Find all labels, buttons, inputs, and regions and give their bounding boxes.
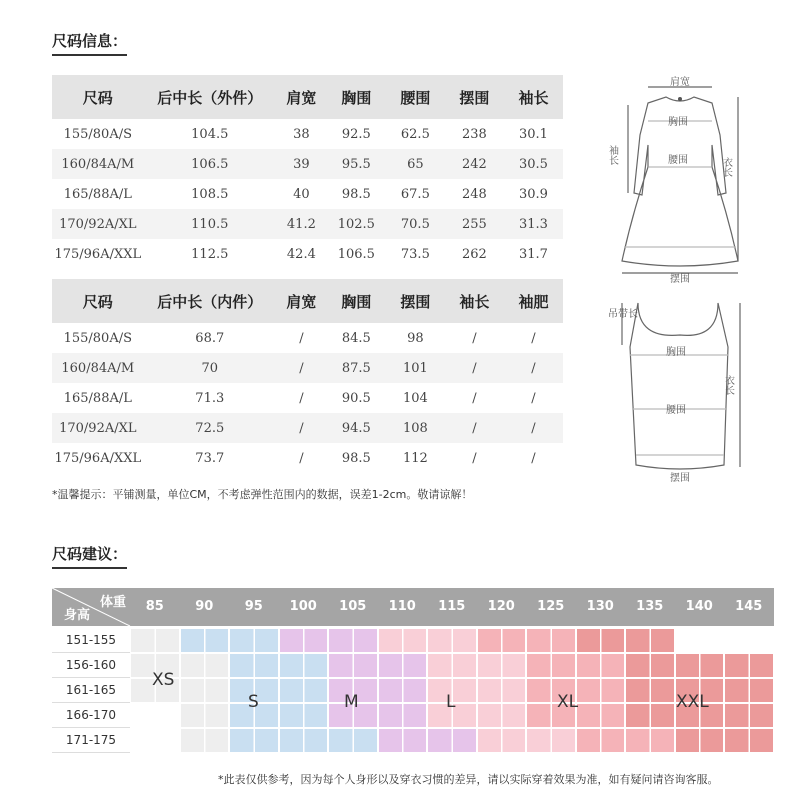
grid-cell-m [378,653,428,678]
table-cell: 41.2 [276,209,327,239]
grid-cell-empty [675,628,725,653]
grid-cell-empty [130,703,180,728]
corner-height-label: 身高 [64,608,91,623]
inner-header-4: 摆围 [386,279,445,323]
grid-cell-m [427,728,477,753]
size-recommend-grid [52,588,774,763]
table-row [52,443,563,473]
inner-header-5: 袖长 [445,279,504,323]
grid-cell-m [378,703,428,728]
outer-header-5: 摆围 [445,75,504,119]
size-zone-label-l: L [446,692,456,712]
grid-cell-l [477,678,527,703]
table-cell: 70.5 [386,209,445,239]
weight-header-135: 135 [636,599,664,614]
grid-cell-xs [180,703,230,728]
table-cell: 39 [276,149,327,179]
grid-cell-xxl [724,703,774,728]
table-cell: 170/92A/XL [52,413,144,443]
grid-cell-empty [724,628,774,653]
table-cell: 102.5 [327,209,386,239]
table-cell: 67.5 [400,186,430,202]
table-cell: 110.5 [144,209,276,239]
size-info-title [52,30,127,51]
table-cell: 255 [445,209,504,239]
table-cell: 95.5 [327,149,386,179]
weight-header-95: 95 [244,599,263,614]
height-row-label: 171-175 [52,728,130,753]
table-cell: / [504,353,563,383]
size-info-title-text: 尺码信息： [52,32,128,50]
weight-header-115: 115 [438,599,466,614]
table-cell: 73.5 [400,246,430,262]
grid-cell-s [229,653,279,678]
table-cell: / [445,413,504,443]
weight-header-140: 140 [685,599,713,614]
grid-cell-l [427,628,477,653]
grid-cell-xs [180,653,230,678]
grid-cell-l [427,653,477,678]
table-cell: 98.5 [341,450,371,466]
table-row [52,179,563,209]
table-cell: 155/80A/S [63,330,133,346]
weight-header-110: 110 [388,599,416,614]
table-cell: / [531,450,536,466]
outer-dress-diagram [608,75,748,285]
grid-cell-xxl [724,653,774,678]
table-cell: 70 [144,353,276,383]
weight-header-145: 145 [735,599,763,614]
grid-cell-xl [576,653,626,678]
grid-cell-s [279,728,329,753]
title-underline [52,54,127,56]
grid-cell-xxl [625,703,675,728]
weight-header-125: 125 [537,599,565,614]
corner-cell [52,588,130,626]
table-cell: / [299,450,304,466]
grid-cell-m [279,628,329,653]
height-row-label: 166-170 [52,703,130,728]
diag-waist: 腰围 [668,155,688,166]
inner-size-table [52,279,563,473]
table-cell: 160/84A/M [52,149,144,179]
table-cell: 62.5 [400,126,430,142]
grid-cell-xxl [675,653,725,678]
height-row-label: 151-155 [52,628,130,653]
height-row-label: 161-165 [52,678,130,703]
table-cell: 92.5 [341,126,371,142]
table-cell: / [472,330,477,346]
diag-strap: 吊带长 [608,309,638,320]
grid-cell-xxl [724,728,774,753]
table-cell: / [504,413,563,443]
recommend-title-text: 尺码建议： [52,545,128,563]
diag-chest: 胸围 [668,117,688,128]
table-cell: / [531,390,536,406]
weight-header-130: 130 [586,599,614,614]
table-cell: 71.3 [195,390,225,406]
height-row-label: 156-160 [52,653,130,678]
inner-header-6: 袖肥 [504,279,563,323]
table-cell: 238 [461,126,487,142]
grid-cell-xl [625,728,675,753]
diag-shoulder: 肩宽 [670,77,690,88]
table-cell: / [299,390,304,406]
table-row [52,239,563,269]
diag-inner-chest: 胸围 [666,347,686,358]
weight-header-120: 120 [487,599,515,614]
grid-cell-l [477,728,527,753]
grid-cell-s [279,678,329,703]
diag-inner-hem: 摆围 [670,473,690,484]
table-cell: 104 [402,390,428,406]
size-zone-label-s: S [248,692,259,712]
measure-note: *温馨提示：平铺测量，单位CM，不考虑弹性范围内的数据，误差1-2cm。敬请谅解！ [52,488,473,501]
grid-cell-s [279,653,329,678]
grid-cell-xs [130,628,180,653]
grid-cell-xxl [675,728,725,753]
table-cell: 112 [402,450,428,466]
recommend-underline [52,567,127,569]
table-row [52,413,563,443]
grid-cell-xl [526,653,576,678]
outer-header-6: 袖长 [504,75,563,119]
table-cell: 65 [386,149,445,179]
table-cell: 30.5 [504,149,563,179]
grid-cell-xxl [724,678,774,703]
size-zone-label-xl: XL [557,692,579,712]
grid-cell-m [328,628,378,653]
grid-cell-xl [576,678,626,703]
table-cell: 104.5 [191,126,229,142]
diag-hem: 摆围 [670,274,690,285]
table-cell: / [276,413,327,443]
table-cell: 87.5 [327,353,386,383]
grid-cell-empty [130,728,180,753]
grid-cell-m [378,728,428,753]
table-cell: 242 [445,149,504,179]
grid-cell-m [328,653,378,678]
table-cell: 248 [461,186,487,202]
table-cell: 84.5 [341,330,371,346]
grid-cell-xxl [576,628,626,653]
grid-cell-xs [180,728,230,753]
grid-cell-m [378,678,428,703]
table-cell: 68.7 [195,330,225,346]
table-cell: 262 [461,246,487,262]
table-cell: 165/88A/L [63,186,132,202]
grid-cell-xl [477,628,527,653]
grid-cell-l [526,728,576,753]
grid-cell-s [229,728,279,753]
table-cell: 90.5 [341,390,371,406]
diag-length: 衣长 [720,157,732,177]
recommend-note: *此表仅供参考，因为每个人身形以及穿衣习惯的差异，请以实际穿着效果为准，如有疑问请咨询客服。 [218,773,719,786]
table-cell: 175/96A/XXL [54,450,142,466]
grid-cell-s [279,703,329,728]
table-cell: / [445,353,504,383]
outer-size-table [52,75,563,269]
table-cell: 160/84A/M [52,353,144,383]
inner-header-0: 尺码 [52,279,144,323]
table-cell: 31.3 [504,209,563,239]
weight-header-105: 105 [339,599,367,614]
weight-header-100: 100 [289,599,317,614]
inner-slip-diagram [608,295,748,485]
table-row [52,149,563,179]
table-cell: 40 [293,186,310,202]
size-zone-label-m: M [344,692,359,712]
grid-cell-xxl [625,628,675,653]
diag-inner-waist: 腰围 [666,405,686,416]
table-cell: 42.4 [286,246,316,262]
grid-cell-xxl [625,653,675,678]
grid-cell-xl [576,728,626,753]
grid-cell-l [477,653,527,678]
outer-header-1: 后中长（外件） [144,75,276,119]
table-cell: / [276,353,327,383]
outer-header-3: 胸围 [327,75,386,119]
table-cell: 155/80A/S [63,126,133,142]
table-cell: 175/96A/XXL [54,246,142,262]
table-cell: / [299,330,304,346]
grid-cell-s [229,628,279,653]
table-cell: 112.5 [191,246,229,262]
recommend-title [52,543,127,564]
grid-cell-xl [526,628,576,653]
table-cell: 31.7 [518,246,548,262]
grid-cell-l [378,628,428,653]
corner-weight-label: 体重 [99,595,126,610]
table-cell: 98.5 [341,186,371,202]
weight-header-90: 90 [195,599,214,614]
table-row [52,323,563,353]
grid-cell-s [328,728,378,753]
outer-header-4: 腰围 [386,75,445,119]
table-cell: 101 [386,353,445,383]
outer-header-0: 尺码 [52,75,144,119]
table-cell: 108 [386,413,445,443]
size-zone-label-xs: XS [152,670,175,690]
table-row [52,209,563,239]
grid-cell-l [477,703,527,728]
table-cell: 106.5 [144,149,276,179]
table-cell: 170/92A/XL [52,209,144,239]
grid-cell-xl [576,703,626,728]
inner-header-2: 肩宽 [276,279,327,323]
diag-inner-length: 衣长 [722,375,734,395]
table-cell: 94.5 [327,413,386,443]
table-cell: 30.9 [518,186,548,202]
table-row [52,383,563,413]
table-row [52,353,563,383]
table-cell: / [531,330,536,346]
table-cell: 98 [407,330,424,346]
weight-header-85: 85 [145,599,164,614]
table-cell: 73.7 [195,450,225,466]
table-cell: 165/88A/L [63,390,132,406]
table-cell: / [472,390,477,406]
grid-cell-xs [180,678,230,703]
table-cell: / [472,450,477,466]
grid-cell-s [180,628,230,653]
table-cell: 72.5 [144,413,276,443]
table-cell: 108.5 [191,186,229,202]
inner-header-3: 胸围 [327,279,386,323]
diag-sleeve: 袖长 [606,145,618,165]
table-row [52,119,563,149]
grid-cell-xxl [625,678,675,703]
table-cell: 30.1 [518,126,548,142]
table-cell: 106.5 [337,246,375,262]
outer-header-2: 肩宽 [276,75,327,119]
table-cell: 38 [293,126,310,142]
inner-header-1: 后中长（内件） [144,279,276,323]
size-zone-label-xxl: XXL [676,692,709,712]
